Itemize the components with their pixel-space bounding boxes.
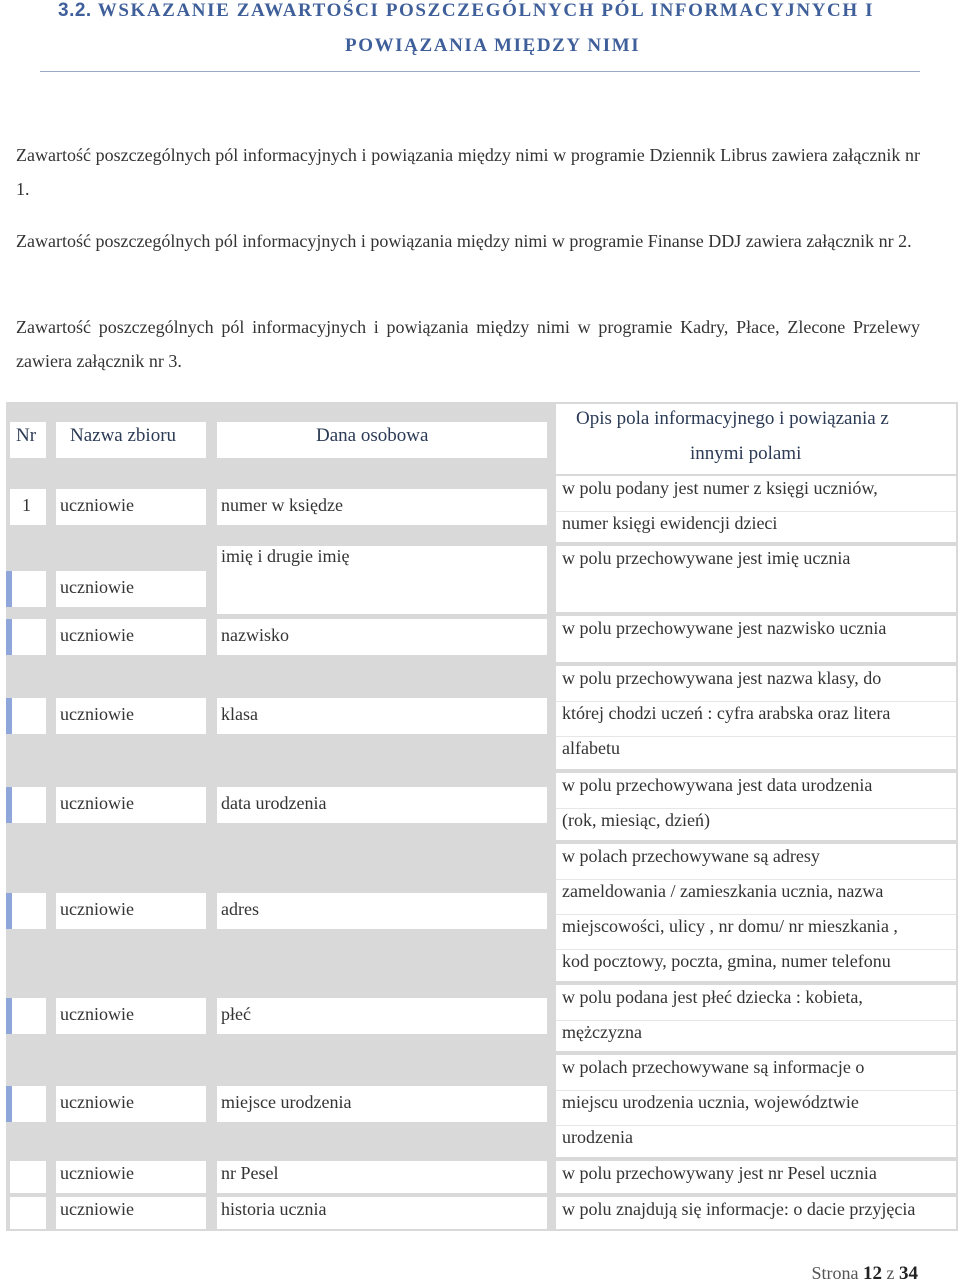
row-opis-line: w polu przechowywane jest nazwisko ucznia <box>562 618 887 638</box>
opis-line-divider <box>556 511 956 512</box>
opis-line-divider <box>556 914 956 915</box>
row-opis-line: w polu przechowywana jest nazwa klasy, do <box>562 668 882 688</box>
row-dana: płeć <box>221 1004 251 1024</box>
data-table <box>6 402 958 1231</box>
row-opis-line: w polu znajdują się informacje: o dacie przyjęcia <box>562 1199 916 1219</box>
table-row <box>6 1195 958 1231</box>
row-opis-line: kod pocztowy, poczta, gmina, numer telefonu <box>562 951 891 971</box>
opis-line-divider <box>556 1090 956 1091</box>
row-dana: klasa <box>221 704 258 724</box>
header-opis-line1: Opis pola informacyjnego i powiązania z <box>576 408 889 429</box>
heading-line-1 <box>58 0 874 22</box>
opis-line-divider <box>556 949 956 950</box>
row-dana: numer w księdze <box>221 495 343 515</box>
table-row <box>6 544 958 614</box>
row-opis-line: numer księgi ewidencji dzieci <box>562 513 778 533</box>
row-zbior: uczniowie <box>60 1004 134 1024</box>
row-opis-line: mężczyzna <box>562 1022 642 1042</box>
table-row <box>6 1159 958 1195</box>
dana-cell-bg <box>217 893 547 929</box>
row-opis-line: w polu przechowywane jest imię ucznia <box>562 548 851 568</box>
nr-cell-bg <box>12 698 46 734</box>
opis-line-divider <box>556 808 956 809</box>
paragraph-finanse: Zawartość poszczególnych pól informacyjnych i powiązania między nimi w programie Finanse DDJ zawiera załącznik nr 2. <box>16 231 912 251</box>
row-zbior: uczniowie <box>60 793 134 813</box>
row-opis-line: w polu podana jest płeć dziecka : kobieta, <box>562 987 863 1007</box>
opis-line-divider <box>556 1020 956 1021</box>
nr-cell-bg <box>12 893 46 929</box>
row-zbior: uczniowie <box>60 1163 134 1183</box>
table-row <box>6 614 958 664</box>
heading-line-2: POWIĄZANIA MIĘDZY NIMI <box>345 35 641 56</box>
row-opis-line: alfabetu <box>562 738 620 758</box>
row-opis-line: zameldowania / zamieszkania ucznia, nazwa <box>562 881 884 901</box>
dana-cell-bg <box>217 698 547 734</box>
row-dana: historia ucznia <box>221 1199 327 1219</box>
row-opis-line: w polu podany jest numer z księgi uczniów, <box>562 478 878 498</box>
opis-line-divider <box>556 701 956 702</box>
table-row <box>6 983 958 1053</box>
table-header-row <box>6 402 958 474</box>
paragraph-kadry: Zawartość poszczególnych pól informacyjnych i powiązania między nimi w programie Kadry, Płace, Zlecone Przelewy zawiera załącznik nr 3. <box>16 317 920 371</box>
row-dana: data urodzenia <box>221 793 327 813</box>
nr-cell-bg <box>12 619 46 655</box>
row-zbior: uczniowie <box>60 495 134 515</box>
row-opis-line: urodzenia <box>562 1127 633 1147</box>
row-zbior: uczniowie <box>60 899 134 919</box>
nr-cell-bg <box>12 998 46 1034</box>
footer-total-pages: 34 <box>899 1263 918 1284</box>
footer-sep: z <box>886 1263 895 1283</box>
opis-line-divider <box>556 879 956 880</box>
row-zbior: uczniowie <box>60 704 134 724</box>
header-dana: Dana osobowa <box>316 425 429 446</box>
row-zbior: uczniowie <box>60 1092 134 1112</box>
header-zbior: Nazwa zbioru <box>70 425 177 446</box>
row-opis-line: w polu przechowywany jest nr Pesel ucznia <box>562 1163 877 1183</box>
row-dana: adres <box>221 899 259 919</box>
row-opis-line: której chodzi uczeń : cyfra arabska oraz litera <box>562 703 891 723</box>
opis-line-divider <box>556 736 956 737</box>
table-row <box>6 664 958 771</box>
table-row <box>6 474 958 544</box>
opis-line-divider <box>556 1125 956 1126</box>
dana-cell-bg <box>217 998 547 1034</box>
nr-cell-bg <box>12 571 46 607</box>
row-zbior: uczniowie <box>60 1199 134 1219</box>
header-nr: Nr <box>16 425 37 446</box>
table-row <box>6 842 958 983</box>
heading-rule <box>40 71 920 72</box>
row-opis-line: w polach przechowywane są adresy <box>562 846 820 866</box>
nr-cell-bg <box>12 1086 46 1122</box>
row-opis-line: miejscowości, ulicy , nr domu/ nr mieszkania , <box>562 916 898 936</box>
row-opis-line: w polach przechowywane są informacje o <box>562 1057 865 1077</box>
row-zbior: uczniowie <box>60 625 134 645</box>
nr-cell-bg <box>10 1161 46 1193</box>
table-row <box>6 771 958 842</box>
header-opis-line2: innymi polami <box>690 443 802 464</box>
row-dana: imię i drugie imię <box>221 546 350 566</box>
page-footer <box>812 1263 919 1285</box>
footer-page-number: 12 <box>863 1263 882 1284</box>
row-dana: nazwisko <box>221 625 289 645</box>
nr-cell-bg <box>12 787 46 823</box>
row-zbior: uczniowie <box>60 577 134 597</box>
section-number: 3.2. <box>58 0 92 21</box>
row-opis-line: miejscu urodzenia ucznia, województwie <box>562 1092 859 1112</box>
row-opis-line: (rok, miesiąc, dzień) <box>562 810 710 830</box>
nr-cell-bg <box>10 1197 46 1229</box>
paragraph-librus: Zawartość poszczególnych pól informacyjnych i powiązania między nimi w programie Dziennik Librus zawiera załącznik nr 1. <box>16 145 920 199</box>
table-row <box>6 1053 958 1159</box>
heading-text-1: WSKAZANIE ZAWARTOŚCI POSZCZEGÓLNYCH PÓL INFORMACYJNYCH I <box>97 0 875 21</box>
row-dana: nr Pesel <box>221 1163 279 1183</box>
row-dana: miejsce urodzenia <box>221 1092 352 1112</box>
row-nr: 1 <box>22 495 31 515</box>
footer-prefix: Strona <box>811 1263 859 1283</box>
row-opis-line: w polu przechowywana jest data urodzenia <box>562 775 873 795</box>
